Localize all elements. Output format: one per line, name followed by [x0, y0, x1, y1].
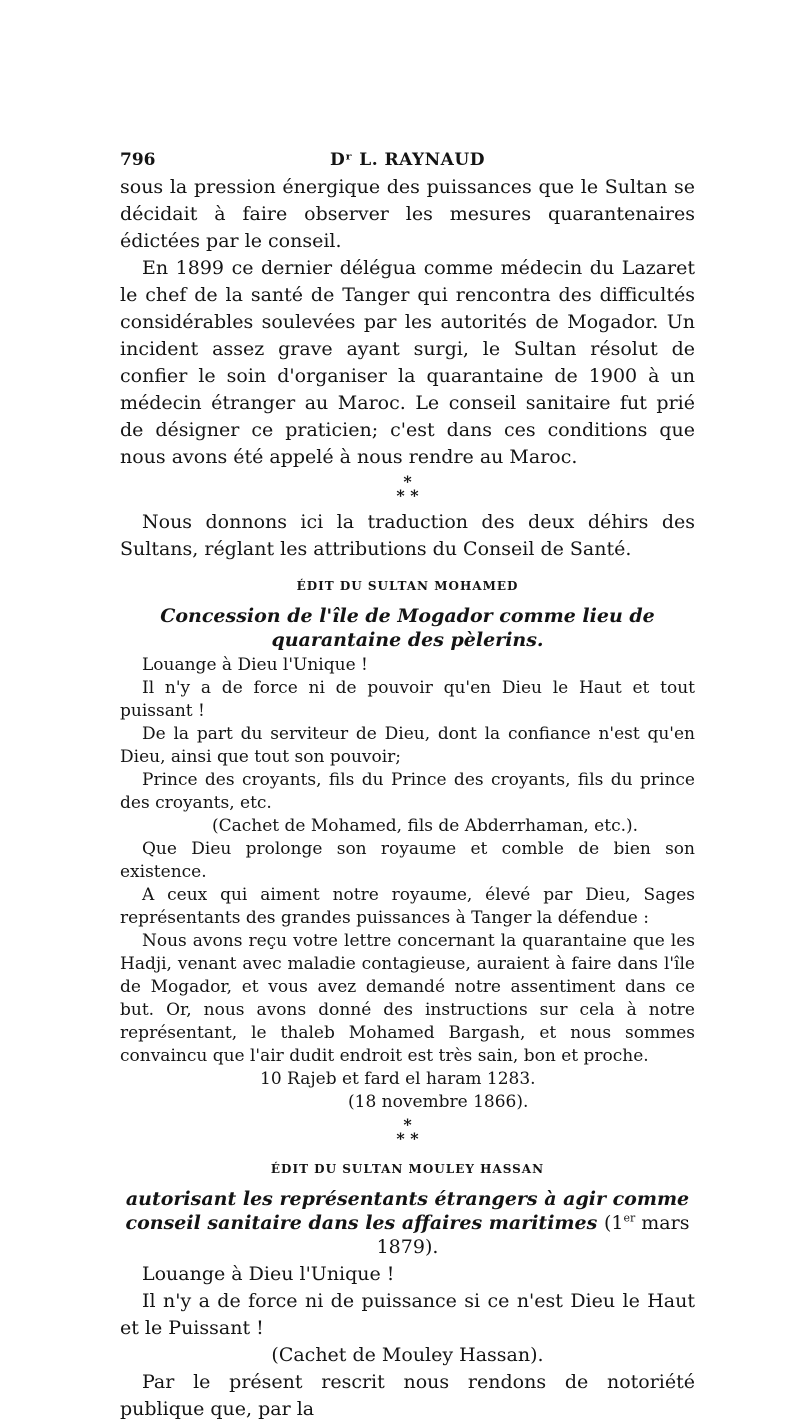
edict1-cachet: (Cachet de Mohamed, fils de Abderrhaman, etc.).: [212, 816, 639, 836]
section-separator-stars: [120, 472, 695, 505]
body-text: [120, 174, 695, 1423]
edict1-line: Prince des croyants, fils du Prince des croyants, fils du prince des croyants, etc.: [120, 770, 695, 813]
edict2-date-a: (1: [603, 1212, 624, 1234]
paragraph-1899: En 1899 ce dernier délégua comme médecin du Lazaret le chef de la santé de Tanger qui rencontra des difficultés considérables soulevées par les autorités de Mogador. Un incident assez grave ayant surgi, le Sultan résolut de confier le soin d'organiser la quarantaine de 1900 à un médecin étranger au Maroc. Le conseil sanitaire fut prié de désigner ce praticien; c'est dans ces conditions que nous avons été appelé à nous rendre au Maroc.: [120, 257, 695, 468]
star-top: *: [403, 1115, 412, 1134]
edict2-title: ÉDIT DU SULTAN MOULEY HASSAN: [270, 1162, 545, 1176]
edict2-date-b: mars 1879).: [376, 1212, 690, 1258]
edict2-final-line: Par le présent rescrit nous rendons de notoriété publique que, par la: [120, 1371, 695, 1420]
edict1-body: [120, 654, 695, 1114]
edict1-line: Il n'y a de force ni de pouvoir qu'en Dieu le Haut et tout puissant !: [120, 678, 695, 721]
edict2-line: Il n'y a de force ni de puissance si ce n'est Dieu le Haut et le Puissant !: [120, 1290, 695, 1339]
edict2-line: Louange à Dieu l'Unique !: [142, 1263, 395, 1285]
edict1-date-arabic: 10 Rajeb et fard el haram 1283.: [260, 1069, 536, 1089]
edict2-date-sup: er: [623, 1211, 636, 1225]
edict1-line: De la part du serviteur de Dieu, dont la confiance n'est qu'en Dieu, ainsi que tout son pouvoir;: [120, 724, 695, 767]
star-bottom: * *: [396, 1129, 419, 1148]
section-separator-stars-2: [120, 1115, 695, 1148]
edict1-line: A ceux qui aiment notre royaume, élevé par Dieu, Sages représentants des grandes puissances à Tanger la défendue :: [120, 885, 695, 928]
edict1-date-gregorian: (18 novembre 1866).: [348, 1092, 529, 1112]
running-head-author: Dʳ L. RAYNAUD: [330, 150, 485, 170]
star-top: *: [403, 472, 412, 491]
edict1-line: Nous avons reçu votre lettre concernant la quarantaine que les Hadji, venant avec maladie contagieuse, auraient à faire dans l'île de Mogador, et vous avez demandé notre assentiment dans ce but. Or, nous avons donné des instructions sur cela à notre représentant, le thaleb Mohamed Bargash, et nous sommes convaincu que l'air dudit endroit est très sain, bon et proche.: [120, 931, 695, 1066]
edict2-subtitle-text: autorisant les représentants étrangers à agir comme conseil sanitaire dans les affaires maritimes: [125, 1188, 690, 1234]
edict1-subtitle: Concession de l'île de Mogador comme lieu de quarantaine des pèlerins.: [160, 605, 655, 651]
paragraph-translation-intro: Nous donnons ici la traduction des deux déhirs des Sultans, réglant les attributions du Conseil de Santé.: [120, 511, 695, 560]
edict2-body: [120, 1261, 695, 1423]
edict1-line: Louange à Dieu l'Unique !: [142, 655, 368, 675]
page-number: 796: [120, 150, 156, 170]
edict2-cachet: (Cachet de Mouley Hassan).: [271, 1344, 544, 1366]
edict2-subtitle: [120, 1187, 695, 1259]
star-bottom: * *: [396, 486, 419, 505]
edict1-line: Que Dieu prolonge son royaume et comble de bien son existence.: [120, 839, 695, 882]
edict1-title: ÉDIT DU SULTAN MOHAMED: [296, 579, 519, 593]
running-header: [120, 150, 695, 172]
paragraph-continuation: sous la pression énergique des puissances que le Sultan se décidait à faire observer les mesures quarantenaires édictées par le conseil.: [120, 176, 695, 252]
